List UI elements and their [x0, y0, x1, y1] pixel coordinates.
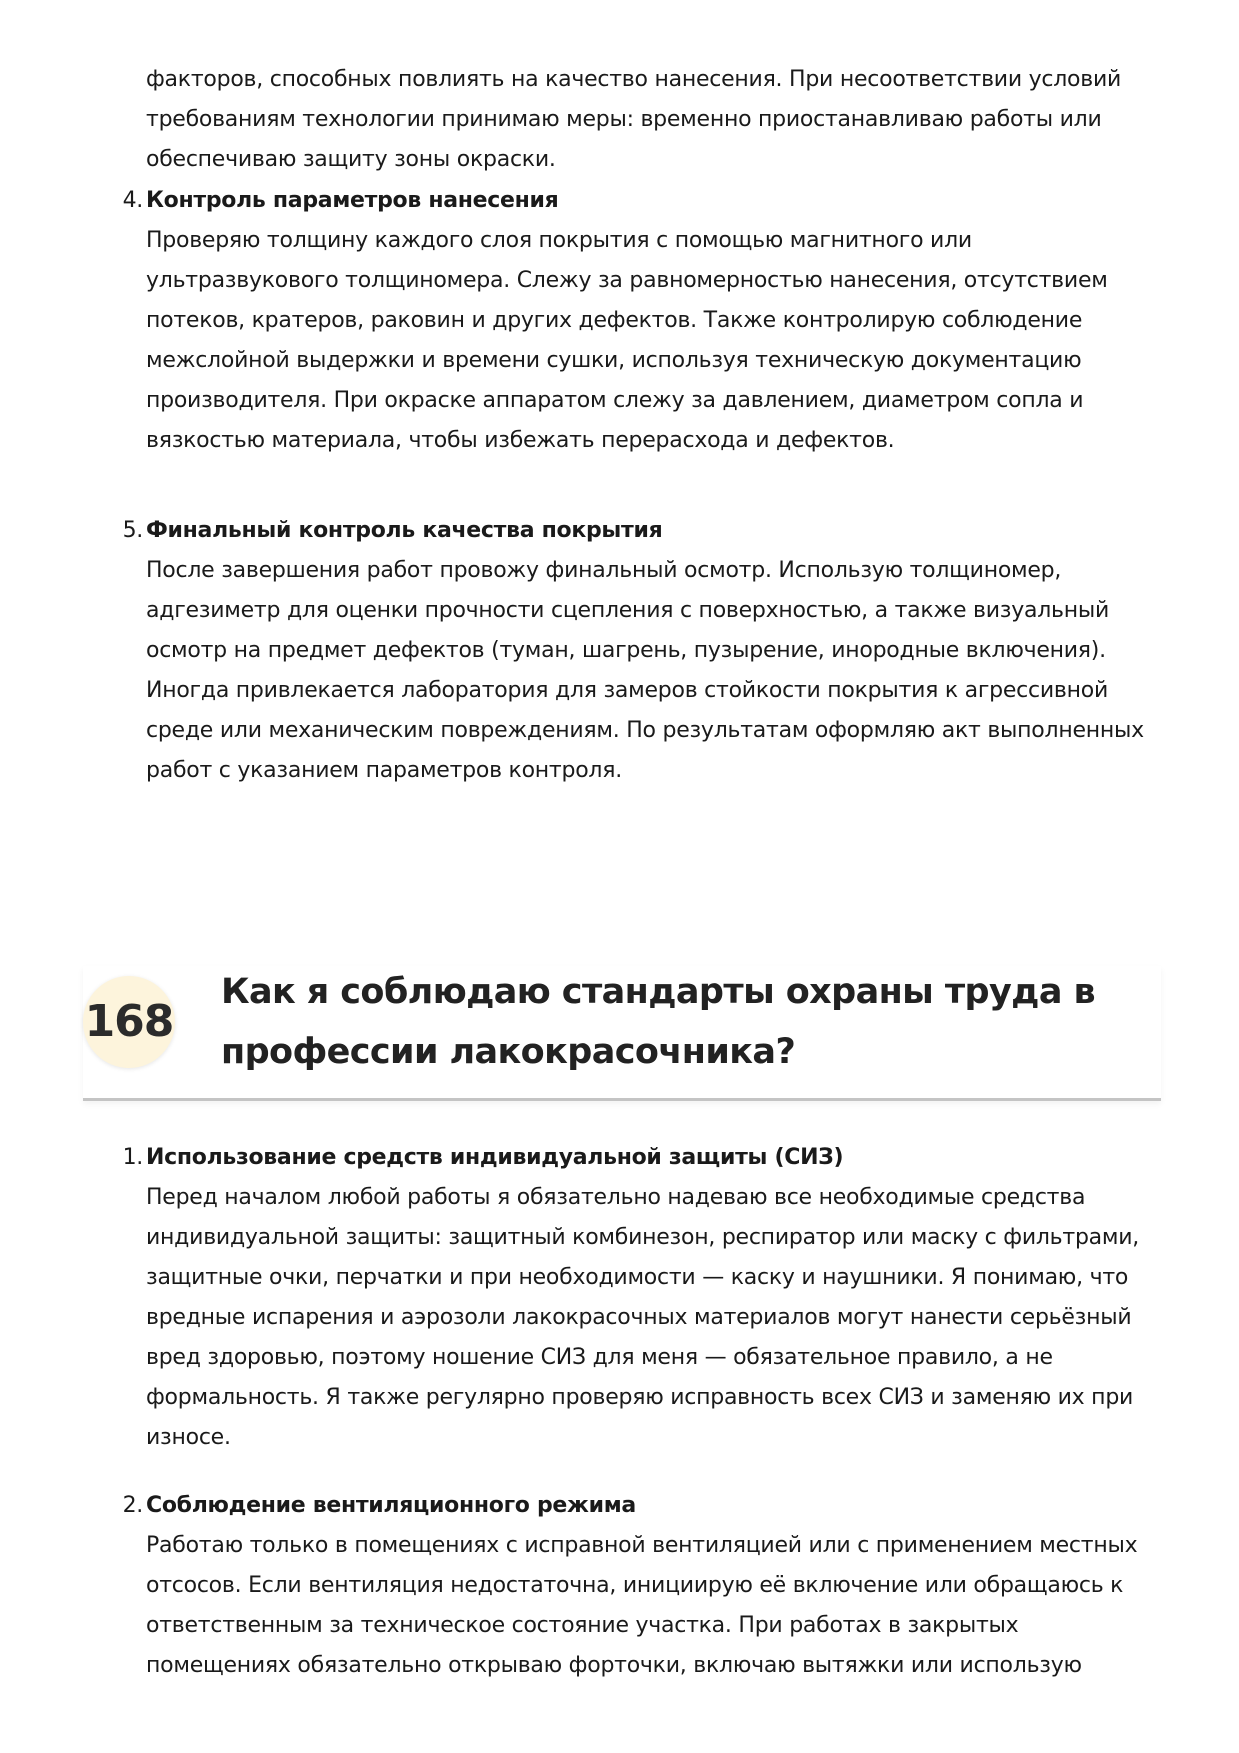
list-item-number: 5. — [122, 518, 143, 543]
continuation-paragraph: факторов, способных повлиять на качество нанесения. При несоответствии условий требованиям технологии принимаю меры: временно приостанавливаю работы или обеспечиваю защиту зоны окраски. — [146, 67, 1122, 172]
list-item-text: Работаю только в помещениях с исправной вентиляцией или с применением местных отсосов. Если вентиляция недостаточна, инициирую её включение или обращаюсь к ответственным за техническое состояние участка. При работах в закрытых помещениях обязательно открываю форточки, включаю вытяжки или использую — [146, 1533, 1138, 1678]
list-item-heading — [122, 511, 1156, 551]
list-item-number: 4. — [122, 188, 143, 213]
list-item-heading — [122, 1138, 1156, 1178]
section-number-badge: 168 — [83, 976, 175, 1068]
list-item-text: Перед началом любой работы я обязательно надеваю все необходимые средства индивидуальной защиты: защитный комбинезон, респиратор или маску с фильтрами, защитные очки, перчатки и при необходимости — каску и наушники. Я понимаю, что вредные испарения и аэрозоли лакокрасочных материалов могут нанести серьёзный вред здоровью, поэтому ношение СИЗ для меня — обязательное правило, а не формальность. Я также регулярно проверяю исправность всех СИЗ и заменяю их при износе. — [146, 1185, 1140, 1450]
list-item-text: Проверяю толщину каждого слоя покрытия с помощью магнитного или ультразвукового толщиномера. Слежу за равномерностью нанесения, отсутствием потеков, кратеров, раковин и других дефектов. Также контролирую соблюдение межслойной выдержки и времени сушки, используя техническую документацию производителя. При окраске аппаратом слежу за давлением, диаметром сопла и вязкостью материала, чтобы избежать перерасхода и дефектов. — [146, 228, 1108, 453]
list-item-text: После завершения работ провожу финальный осмотр. Использую толщиномер, адгезиметр для оценки прочности сцепления с поверхностью, а также визуальный осмотр на предмет дефектов (туман, шагрень, пузырение, инородные включения). Иногда привлекается лаборатория для замеров стойкости покрытия к агрессивной среде или механическим повреждениям. По результатам оформляю акт выполненных работ с указанием параметров контроля. — [146, 558, 1144, 783]
list-item-title: Использование средств индивидуальной защиты (СИЗ) — [146, 1145, 844, 1170]
section-title: Как я соблюдаю стандарты охраны труда в профессии лакокрасочника? — [221, 972, 1095, 1072]
list-item-1 — [122, 1138, 1156, 1458]
list-item-title: Финальный контроль качества покрытия — [146, 518, 663, 543]
list-item-heading — [122, 1486, 1156, 1526]
list-item-number: 1. — [122, 1145, 143, 1170]
list-item-2 — [122, 1486, 1156, 1686]
list-item-title: Контроль параметров нанесения — [146, 188, 559, 213]
list-item-heading — [122, 181, 1156, 221]
list-item-4 — [122, 181, 1156, 461]
list-item-5 — [122, 511, 1156, 791]
section-header — [83, 966, 1161, 1101]
list-item-title: Соблюдение вентиляционного режима — [146, 1493, 636, 1518]
list-item-number: 2. — [122, 1493, 143, 1518]
